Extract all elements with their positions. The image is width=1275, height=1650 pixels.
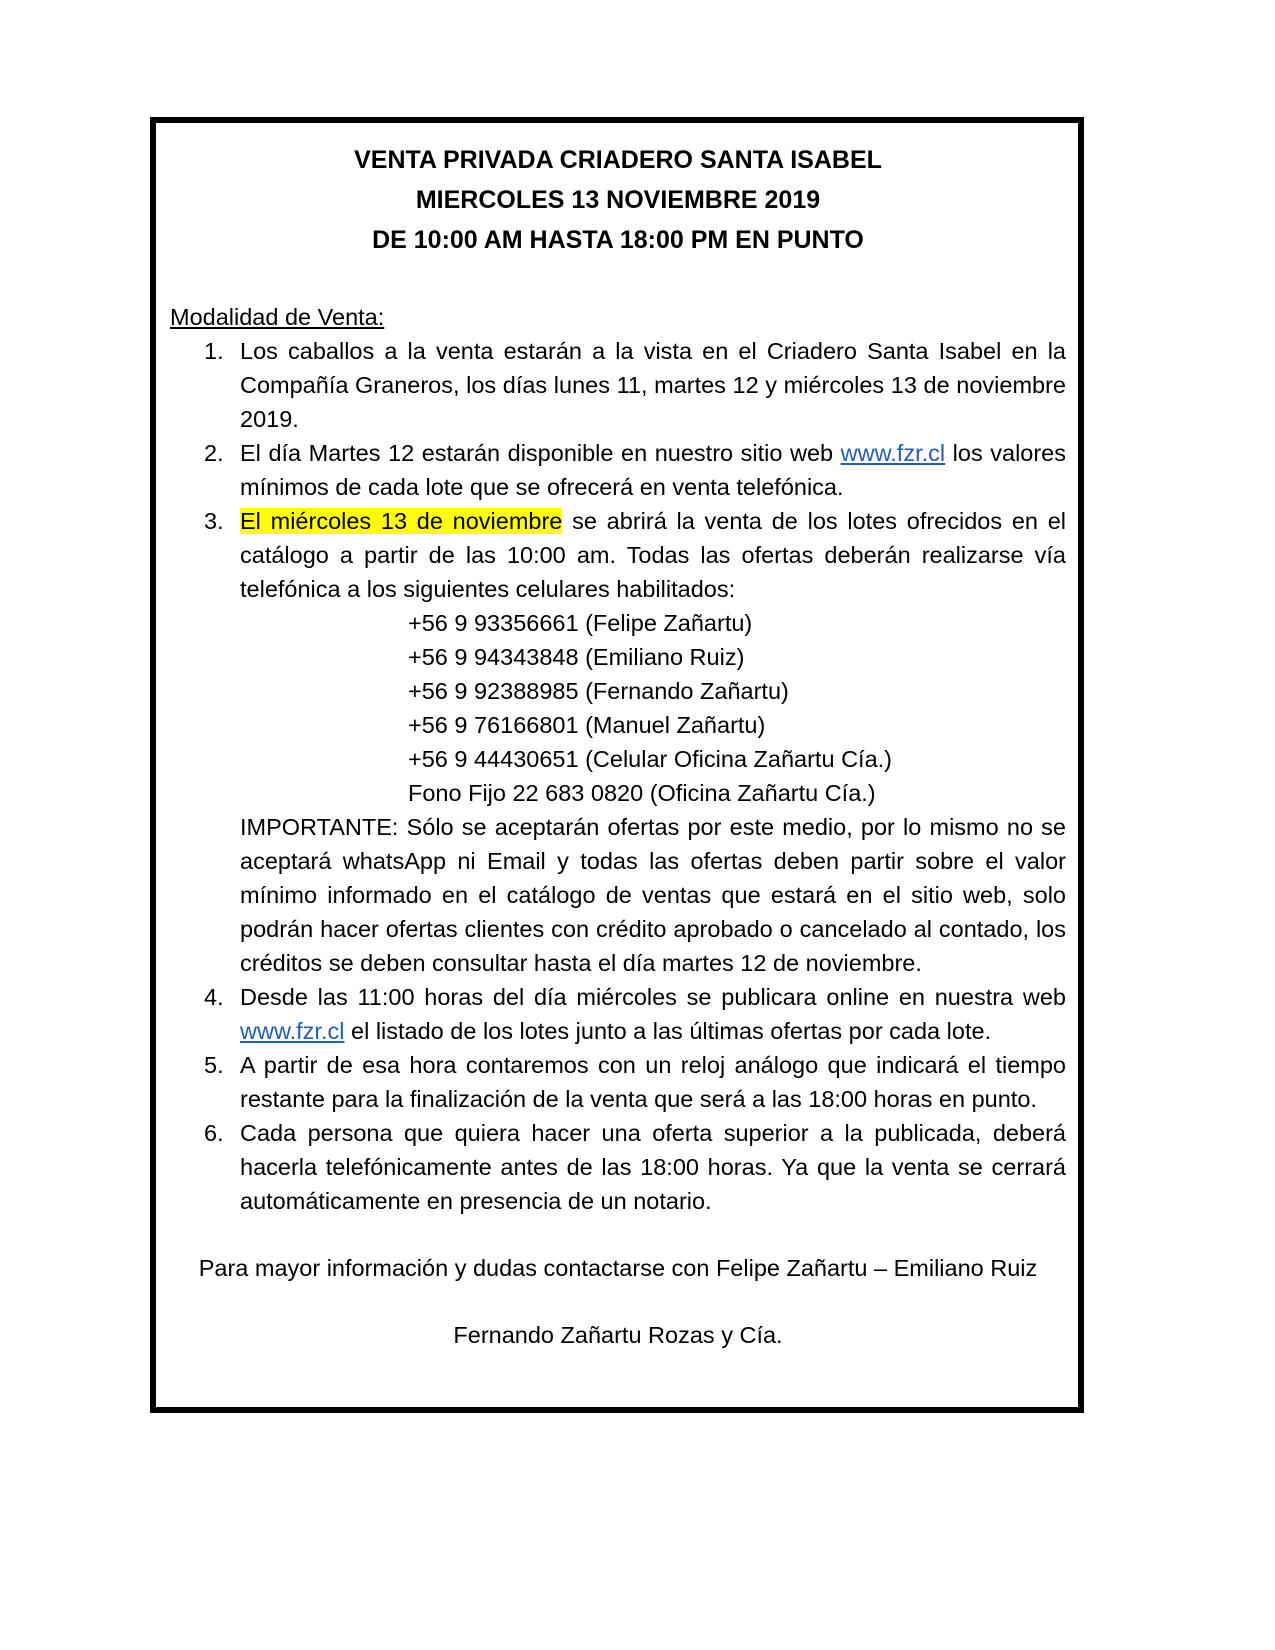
item-number: 6. <box>204 1120 224 1146</box>
contact-entry: +56 9 93356661 (Felipe Zañartu) <box>408 610 753 636</box>
list-item <box>170 980 1066 1048</box>
item-text: Los caballos a la venta estarán a la vista en el Criadero Santa Isabel en la Compañía Graneros, los días lunes 11, martes 12 y miércoles 13 de noviembre 2019. <box>240 338 1066 432</box>
contact-entry: +56 9 76166801 (Manuel Zañartu) <box>408 712 766 738</box>
list-item <box>170 1116 1066 1218</box>
heading-line-1: VENTA PRIVADA CRIADERO SANTA ISABEL <box>354 146 882 174</box>
contact-entry: +56 9 92388985 (Fernando Zañartu) <box>408 678 789 704</box>
list-item <box>170 504 1066 980</box>
item-number: 4. <box>204 984 224 1010</box>
item-text: A partir de esa hora contaremos con un reloj análogo que indicará el tiempo restante para la finalización de la venta que será a las 18:00 horas en punto. <box>240 1052 1066 1112</box>
item-text: se abrirá la venta de los lotes ofrecidos en el catálogo a partir de las 10:00 am. Todas las ofertas deberán realizarse vía telefónica a los siguientes celulares habilitados: <box>240 508 1067 602</box>
item-text: los valores mínimos de cada lote que se ofrecerá en venta telefónica. <box>240 440 1066 500</box>
website-link[interactable]: www.fzr.cl <box>240 1018 345 1044</box>
contact-entry: +56 9 44430651 (Celular Oficina Zañartu Cía.) <box>408 746 892 772</box>
list-item <box>170 436 1066 504</box>
contact-entry: Fono Fijo 22 683 0820 (Oficina Zañartu Cía.) <box>408 780 876 806</box>
contact-list <box>240 606 1066 810</box>
website-link[interactable]: www.fzr.cl <box>840 440 946 466</box>
item-number: 1. <box>204 338 224 364</box>
contact-entry: +56 9 94343848 (Emiliano Ruiz) <box>408 644 745 670</box>
heading-line-3: DE 10:00 AM HASTA 18:00 PM EN PUNTO <box>372 226 864 254</box>
important-notice: IMPORTANTE: Sólo se aceptarán ofertas por este medio, por lo mismo no se aceptará whatsApp ni Email y todas las ofertas deben partir sobre el valor mínimo informado en el catálogo de ventas que estará en el sitio web, solo podrán hacer ofertas clientes con crédito aprobado o cancelado al contado, los créditos se deben consultar hasta el día martes 12 de noviembre. <box>240 814 1066 976</box>
item-number: 2. <box>204 440 224 466</box>
item-text: Cada persona que quiera hacer una oferta superior a la publicada, deberá hacerla telefónicamente antes de las 18:00 horas. Ya que la venta se cerrará automáticamente en presencia de un notario. <box>240 1120 1066 1214</box>
document-heading <box>170 140 1066 260</box>
footer-company-name: Fernando Zañartu Rozas y Cía. <box>453 1322 783 1348</box>
item-number: 3. <box>204 508 224 534</box>
item-text: El día Martes 12 estarán disponible en nuestro sitio web <box>240 440 841 466</box>
footer-contact-info: Para mayor información y dudas contactarse con Felipe Zañartu – Emiliano Ruiz <box>198 1255 1038 1281</box>
sale-rules-list <box>170 334 1066 1218</box>
document-body <box>170 140 1066 1352</box>
item-text: Desde las 11:00 horas del día miércoles se publicara online en nuestra web <box>240 984 1066 1010</box>
item-text: el listado de los lotes junto a las últimas ofertas por cada lote. <box>344 1018 992 1044</box>
list-item <box>170 334 1066 436</box>
item-number: 5. <box>204 1052 224 1078</box>
list-item <box>170 1048 1066 1116</box>
heading-line-2: MIERCOLES 13 NOVIEMBRE 2019 <box>415 186 821 214</box>
highlighted-date: El miércoles 13 de noviembre <box>240 508 563 534</box>
section-label: Modalidad de Venta: <box>170 304 385 330</box>
